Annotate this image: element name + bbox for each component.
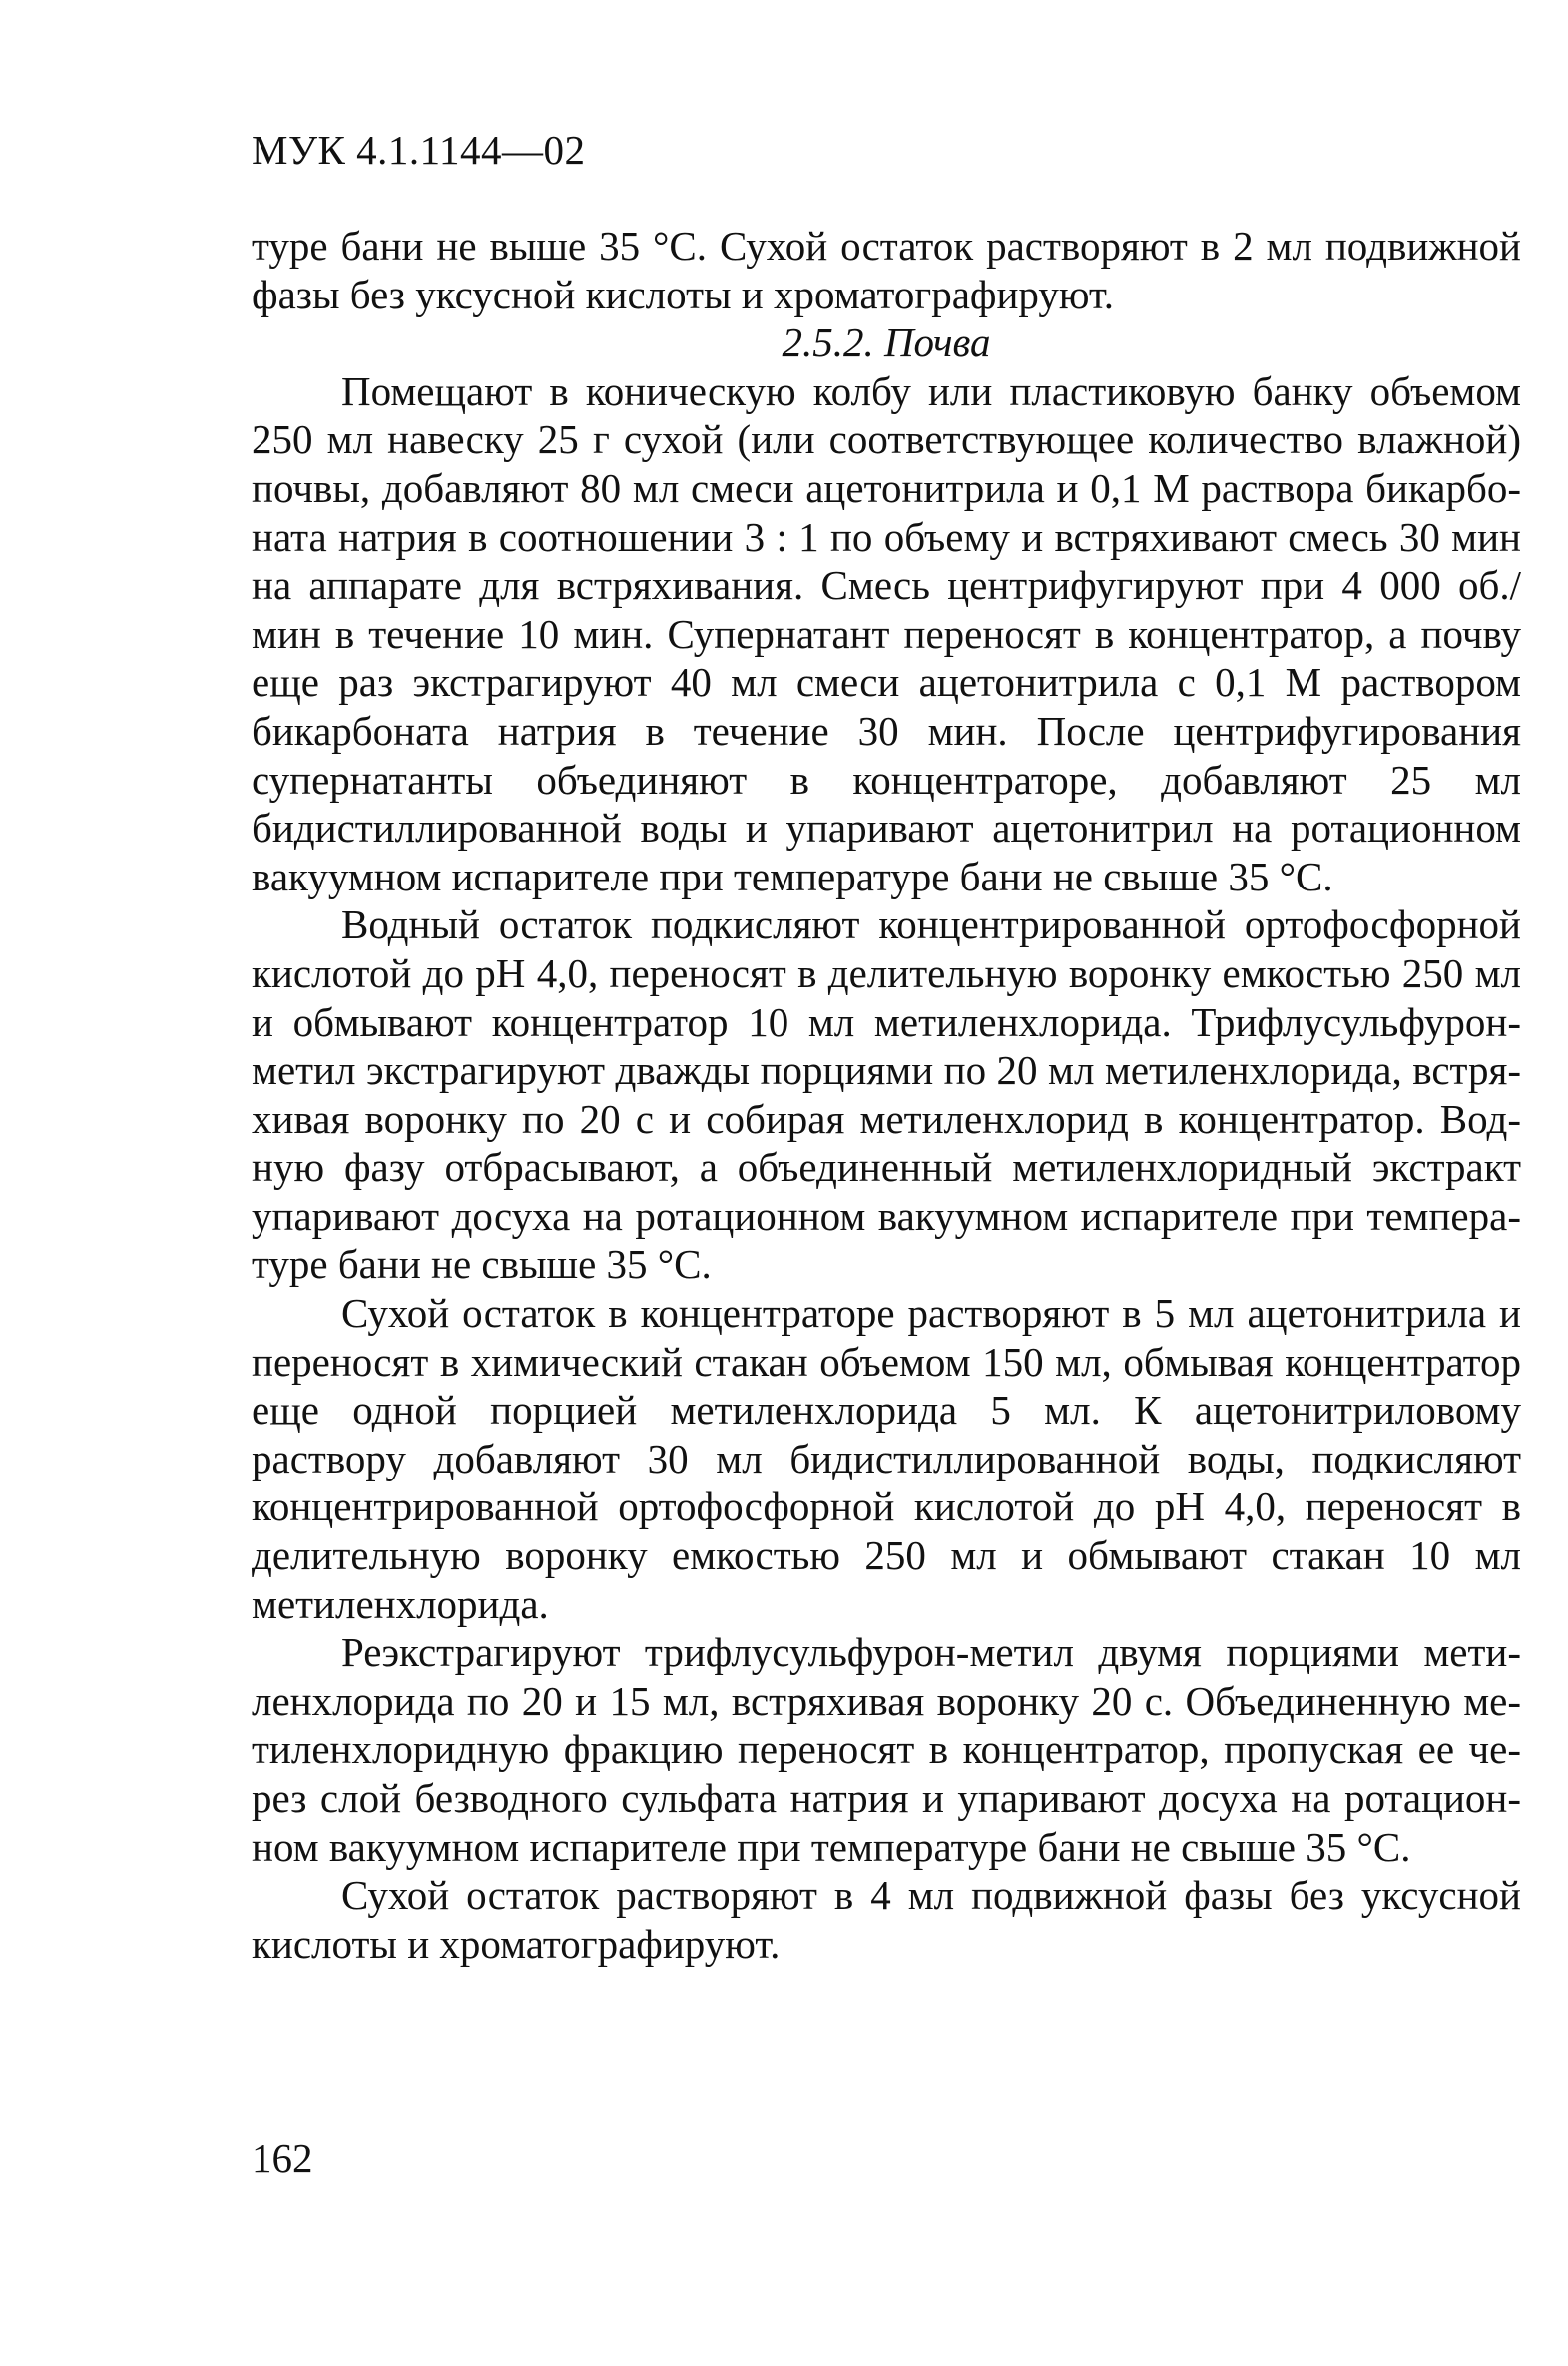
paragraph-soil-extraction: Помещают в коническую колбу или пластиковую банку объемом 250 мл навеску 25 г сухой (или соответствующее количество влажной) почвы, добавляют 80 мл смеси ацетонитрила и 0,1 М раствора бикарбоната натрия в соотношении 3 : 1 по объему и встряхивают смесь 30 мин на аппарате для встряхивания. Смесь центрифугируют при 4 000 об./мин в течение 10 мин. Супернатант переносят в концентратор, а почву еще раз экстрагируют 40 мл смеси ацетонитрила с 0,1 М раствором бикарбоната натрия в течение 30 мин. После центрифугирования супернатанты объединяют в концентраторе, добавляют 25 мл бидистиллированной воды и упаривают ацетонитрил на ротационном вакуумном испарителе при температуре бани не свыше 35 °С. — [252, 367, 1521, 899]
document-body — [252, 222, 1521, 1968]
section-heading: 2.5.2. Почва — [782, 319, 991, 366]
paragraph-dry-residue: Сухой остаток в концентраторе растворяют в 5 мл ацетонитрила и переносят в химический стакан объемом 150 мл, обмывая концентратор еще одной порцией метиленхлорида 5 мл. К ацетонитриловому раствору добавляют 30 мл бидистиллированной воды, подкисляют концентрированной ортофосфорной кислотой до рН 4,0, переносят в делительную воронку емкостью 250 мл и обмывают стакан 10 мл метиленхлорида. — [252, 1290, 1521, 1627]
continuation-paragraph: туре бани не выше 35 °С. Сухой остаток растворяют в 2 мл подвижной фазы без уксусной кислоты и хроматографируют. — [252, 223, 1521, 317]
paragraph-final-step: Сухой остаток растворяют в 4 мл подвижной фазы без уксусной кислоты и хроматографируют. — [252, 1872, 1521, 1967]
paragraph-reextraction: Реэкстрагируют трифлусульфурон-метил двумя порциями метиленхлорида по 20 и 15 мл, встряхивая воронку 20 с. Объединенную метиленхлоридную фракцию переносят в концентратор, пропуская ее через слой безводного сульфата натрия и упаривают досуха на ротационном вакуумном испарителе при температуре бани не свыше 35 °С. — [252, 1629, 1521, 1870]
document-code-header: МУК 4.1.1144—02 — [252, 127, 586, 173]
page-number: 162 — [252, 2135, 313, 2181]
paragraph-aqueous-residue: Водный остаток подкисляют концентрированной ортофосфорной кислотой до рН 4,0, переносят в делительную воронку емкостью 250 мл и обмывают концентратор 10 мл метиленхлорида. Трифлусульфуронметил экстрагируют дважды порциями по 20 мл метиленхлорида, встряхивая воронку по 20 с и собирая метиленхлорид в концентратор. Водную фазу отбрасывают, а объединенный метиленхлоридный экстракт упаривают досуха на ротационном вакуумном испарителе при температуре бани не свыше 35 °С. — [252, 901, 1521, 1288]
